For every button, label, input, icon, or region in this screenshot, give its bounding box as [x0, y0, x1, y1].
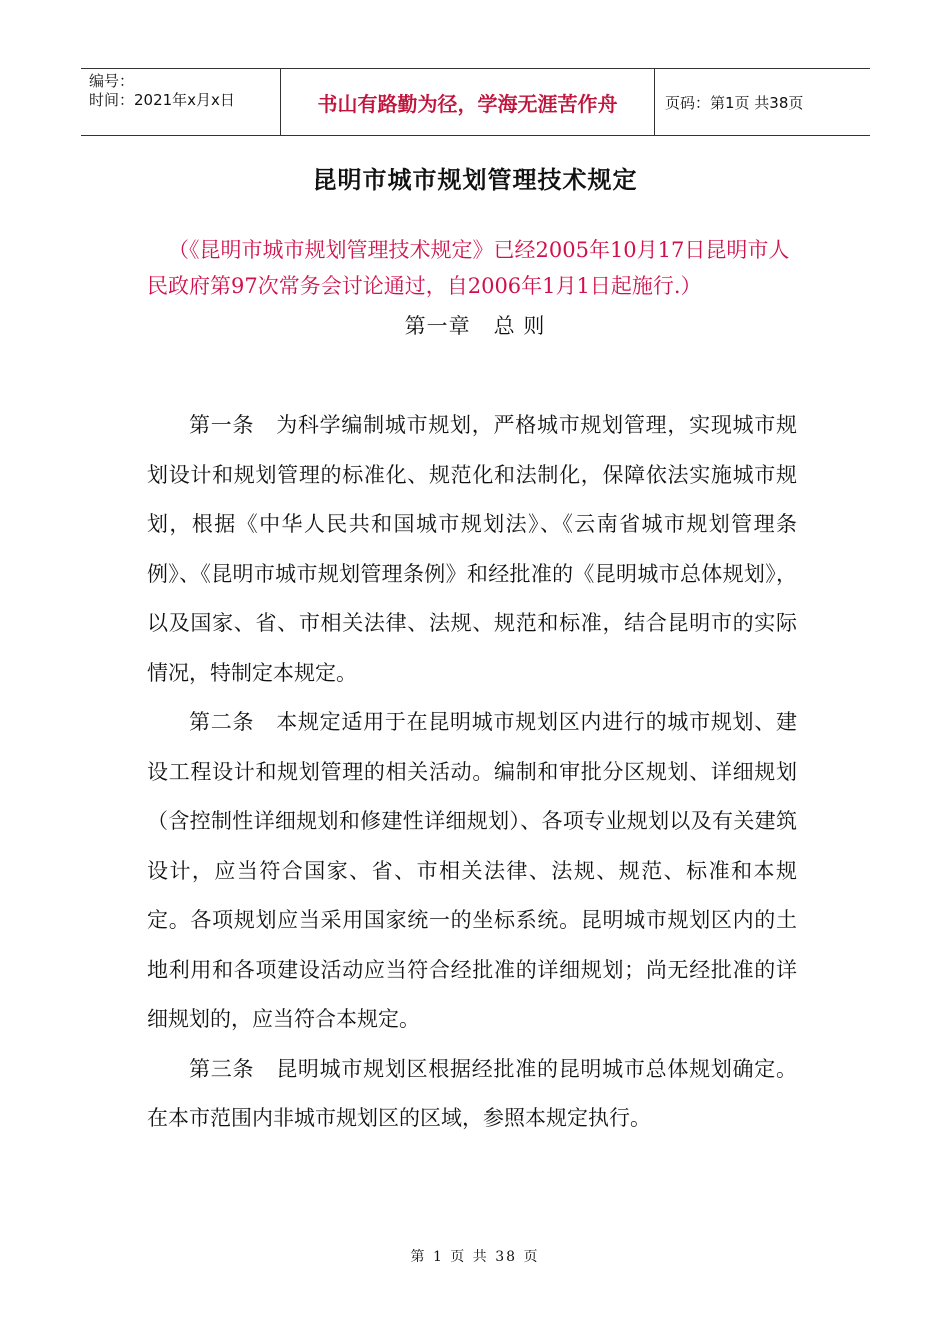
page-footer: 第 1 页 共 38 页	[410, 1249, 540, 1265]
article-3	[147, 1045, 797, 1144]
article-label: 第三条	[189, 1056, 255, 1081]
document-body	[147, 401, 797, 1144]
header-motto	[281, 69, 655, 135]
chapter-heading: 第一章 总 则	[404, 314, 546, 338]
page-info-text: 页码：第1页 共38页	[665, 93, 804, 112]
document-title: 昆明市城市规划管理技术规定	[312, 165, 638, 194]
article-text: 为科学编制城市规划，严格城市规划管理，实现城市规划设计和规划管理的标准化、规范化和法制化，保障依法实施城市规划，根据《中华人民共和国城市规划法》、《云南省城市规划管理条例》、《昆明市城市规划管理条例》和经批准的《昆明城市总体规划》，以及国家、省、市相关法律、法规、规范和标准，结合昆明市的实际情况，特制定本规定。	[147, 413, 798, 685]
header-meta	[81, 69, 281, 135]
article-2	[147, 698, 797, 1045]
document-number-label: 编号：	[89, 72, 135, 90]
enactment-note: （《昆明市城市规划管理技术规定》已经2005年10月17日昆明市人民政府第97次常务会讨论通过，自2006年1月1日起施行.）	[147, 238, 790, 298]
header-page-info	[655, 69, 870, 135]
page-header	[81, 68, 870, 136]
article-label: 第二条	[189, 710, 255, 734]
motto-text: 书山有路勤为径，学海无涯苦作舟	[317, 91, 618, 116]
article-1	[147, 401, 797, 698]
article-text: 昆明城市规划区根据经批准的昆明城市总体规划确定。在本市范围内非城市规划区的区域，参照本规定执行。	[147, 1056, 798, 1130]
document-time-label: 时间：2021年x月x日	[89, 91, 235, 109]
article-text: 本规定适用于在昆明城市规划区内进行的城市规划、建设工程设计和规划管理的相关活动。编制和审批分区规划、详细规划（含控制性详细规划和修建性详细规划）、各项专业规划以及有关建筑设计，应当符合国家、省、市相关法律、法规、规范、标准和本规定。各项规划应当采用国家统一的坐标系统。昆明城市规划区内的土地利用和各项建设活动应当符合经批准的详细规划；尚无经批准的详细规划的，应当符合本规定。	[147, 710, 798, 1031]
article-label: 第一条	[189, 413, 255, 437]
